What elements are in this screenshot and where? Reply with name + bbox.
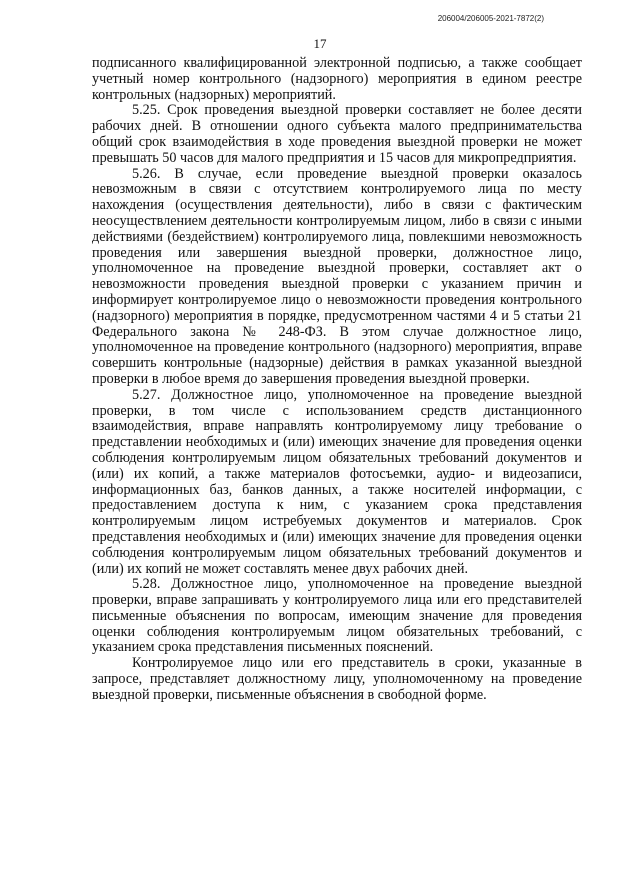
- document-body: [92, 56, 582, 704]
- page-number: 17: [313, 36, 327, 51]
- paragraph-5-28: 5.28. Должностное лицо, уполномоченное на проведение выездной проверки, вправе запрашивать у контролируемого лица или его представителей письменные объяснения по вопросам, имеющим значение для проведения оценки соблюдения контролируемым лицом обязательных требований, с указанием срока представления письменных пояснений.: [92, 576, 582, 656]
- paragraph-continuation: подписанного квалифицированной электронной подписью, а также сообщает учетный номер контрольного (надзорного) мероприятия в едином реестре контрольных (надзорных) мероприятий.: [92, 55, 582, 103]
- paragraph-5-25: 5.25. Срок проведения выездной проверки составляет не более десяти рабочих дней. В отношении одного субъекта малого предпринимательства общий срок взаимодействия в ходе проведения выездной проверки не может превышать 50 часов для малого предприятия и 15 часов для микропредприятия.: [92, 102, 582, 166]
- paragraph-response: Контролируемое лицо или его представитель в сроки, указанные в запросе, представляет должностному лицу, уполномоченному на проведение выездной проверки, письменные объяснения в свободной форме.: [92, 655, 582, 703]
- paragraph-5-27: 5.27. Должностное лицо, уполномоченное на проведение выездной проверки, в том числе с использованием средств дистанционного взаимодействия, вправе направлять контролируемому лицу требование о представлении необходимых и (или) имеющих значение для проведения оценки соблюдения контролируемым лицом обязательных требований документов и (или) их копий, а также материалов фотосъемки, аудио- и видеозаписи, информационных баз, банков данных, а также носителей информации, с предоставлением доступа к ним, с указанием срока представления контролируемым лицом истребуемых документов и материалов. Срок представления необходимых и (или) имеющих значение для проведения оценки соблюдения контролируемым лицом обязательных требований документов и (или) их копий не может составлять менее двух рабочих дней.: [92, 386, 582, 577]
- document-code: 206004/206005-2021-7872(2): [437, 14, 544, 23]
- paragraph-5-26: 5.26. В случае, если проведение выездной проверки оказалось невозможным в связи с отсутствием контролируемого лица по месту нахождения (осуществления деятельности), либо в связи с фактическим неосуществлением деятельности контролируемым лицом, либо в связи с иными действиями (бездействием) контролируемого лица, повлекшими невозможность проведения или завершения выездной проверки, должностное лицо, уполномоченное на проведение выездной проверки, составляет акт о невозможности проведения выездной проверки с указанием причин и информирует контролируемое лицо о невозможности проведения контрольного (надзорного) мероприятия в порядке, предусмотренном частями 4 и 5 статьи 21 Федерального закона № 248-ФЗ. В этом случае должностное лицо, уполномоченное на проведение контрольного (надзорного) мероприятия, вправе совершить контрольные (надзорные) действия в рамках указанной выездной проверки в любое время до завершения проведения выездной проверки.: [92, 165, 582, 387]
